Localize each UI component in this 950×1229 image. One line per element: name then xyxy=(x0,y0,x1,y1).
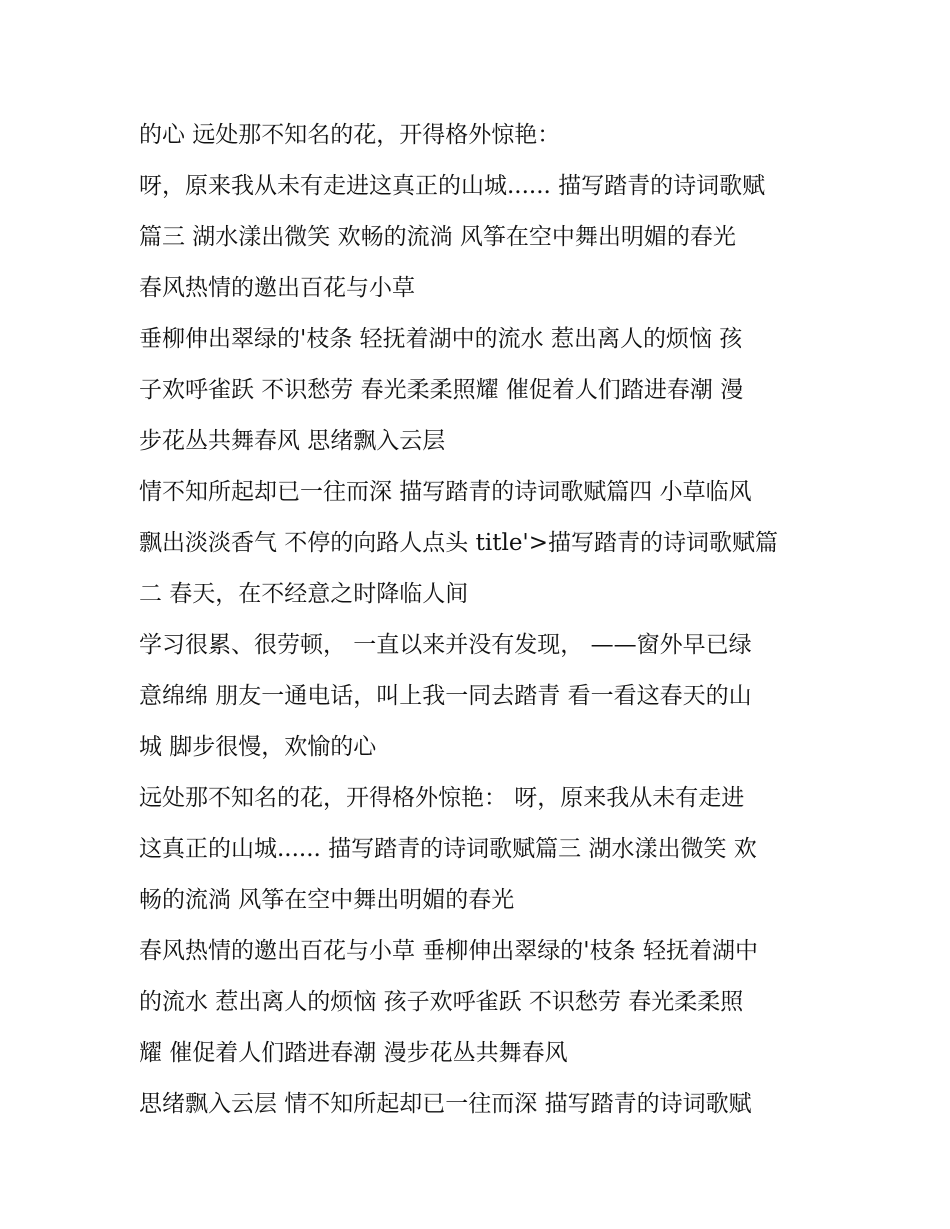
text-line: 思绪飘入云层 情不知所起却已一往而深 描写踏青的诗词歌赋 xyxy=(139,1091,752,1117)
text-line: 耀 催促着人们踏进春潮 漫步花丛共舞春风 xyxy=(139,1040,568,1066)
text-line: 呀，原来我从未有走进这真正的山城...... 描写踏青的诗词歌赋 xyxy=(139,173,766,199)
text-line: 远处那不知名的花，开得格外惊艳： 呀，原来我从未有走进 xyxy=(139,785,745,811)
text-line: 二 春天，在不经意之时降临人间 xyxy=(139,581,469,607)
text-line: 城 脚步很慢，欢愉的心 xyxy=(139,734,377,760)
text-line: 这真正的山城...... 描写踏青的诗词歌赋篇三 湖水漾出微笑 欢 xyxy=(139,836,757,862)
document-body xyxy=(139,110,819,1130)
text-line: 的心 远处那不知名的花，开得格外惊艳： xyxy=(139,122,561,148)
text-line: 意绵绵 朋友一通电话，叫上我一同去踏青 看一看这春天的山 xyxy=(139,683,752,709)
text-line: 垂柳伸出翠绿的'枝条 轻抚着湖中的流水 惹出离人的烦恼 孩 xyxy=(139,326,743,352)
text-line: 步花丛共舞春风 思绪飘入云层 xyxy=(139,428,446,454)
text-line: 畅的流淌 风筝在空中舞出明媚的春光 xyxy=(139,887,515,913)
text-line: 飘出淡淡香气 不停的向路人点头 title'>描写踏青的诗词歌赋篇 xyxy=(139,530,779,556)
text-line: 学习很累、很劳顿， 一直以来并没有发现， ——窗外早已绿 xyxy=(139,632,752,658)
text-line: 篇三 湖水漾出微笑 欢畅的流淌 风筝在空中舞出明媚的春光 xyxy=(139,224,736,250)
text-line: 情不知所起却已一往而深 描写踏青的诗词歌赋篇四 小草临风 xyxy=(139,479,752,505)
text-line: 春风热情的邀出百花与小草 xyxy=(139,275,415,301)
text-line: 子欢呼雀跃 不识愁劳 春光柔柔照耀 催促着人们踏进春潮 漫 xyxy=(139,377,744,403)
text-line: 春风热情的邀出百花与小草 垂柳伸出翠绿的'枝条 轻抚着湖中 xyxy=(139,938,758,964)
text-line: 的流水 惹出离人的烦恼 孩子欢呼雀跃 不识愁劳 春光柔柔照 xyxy=(139,989,744,1015)
